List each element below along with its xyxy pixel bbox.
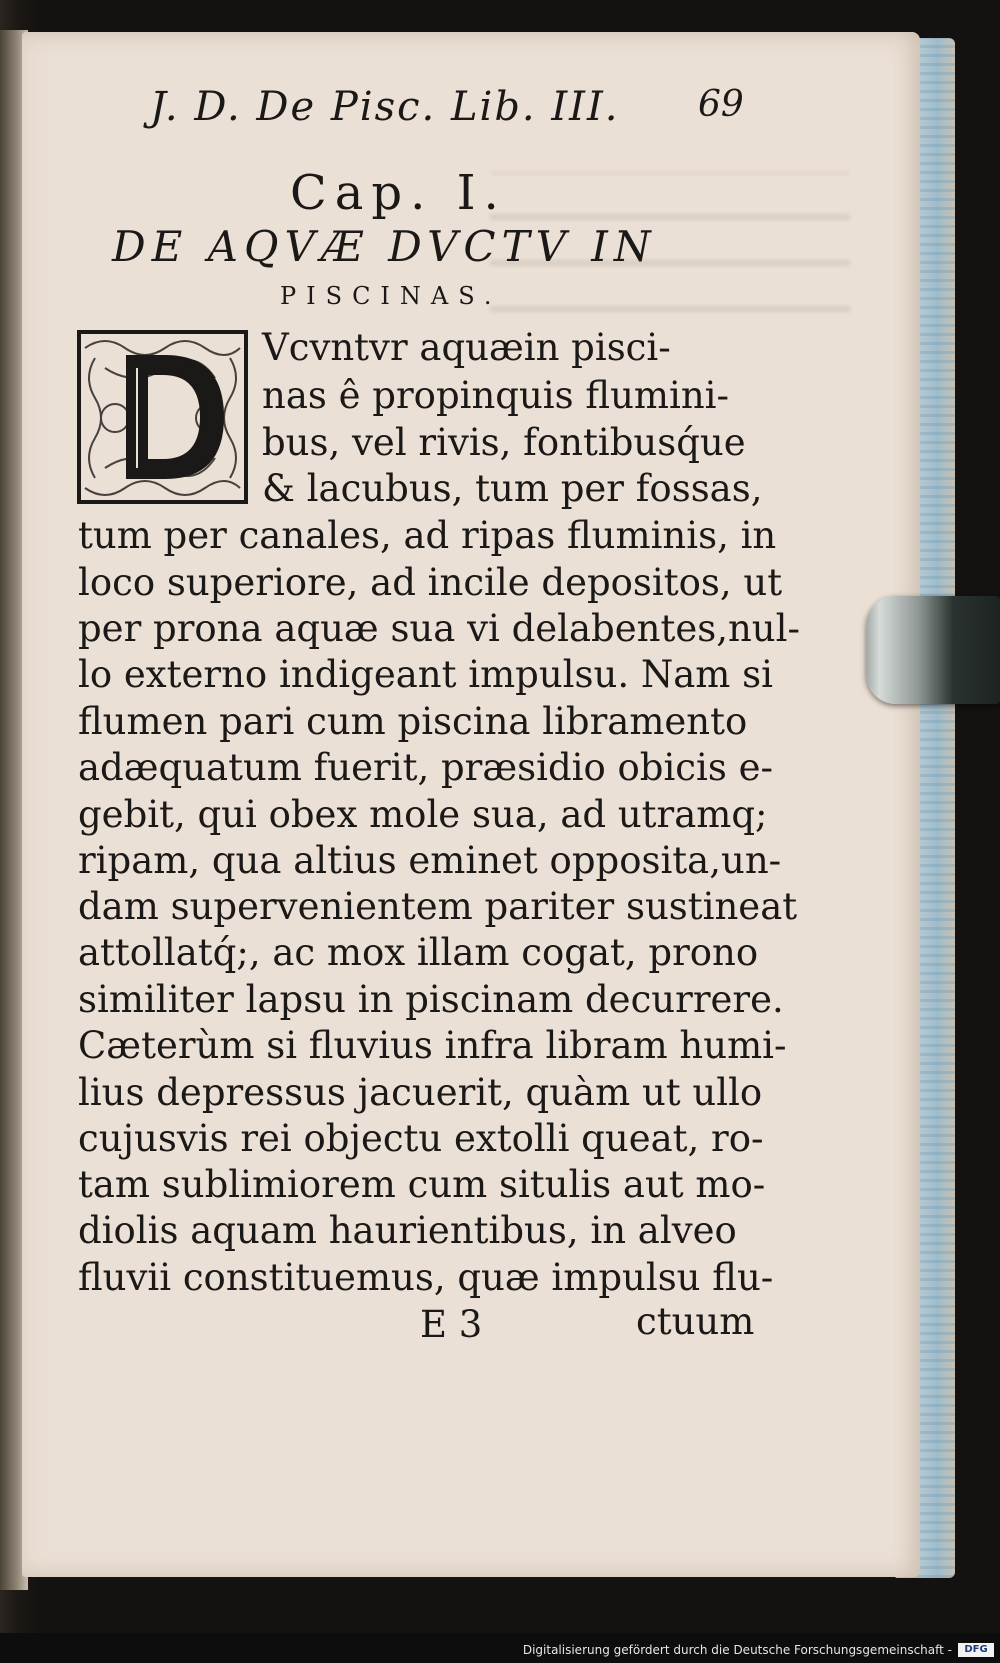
chapter-title-line-2: PISCINAS.: [280, 282, 502, 310]
text-line-19: tam sublimiorem cum situlis aut mo-: [78, 1163, 766, 1206]
text-line-6: loco superiore, ad incile depositos, ut: [78, 561, 783, 604]
chapter-number: Cap. I.: [290, 165, 507, 221]
dfg-logo-icon: DFG: [958, 1643, 994, 1657]
text-line-15: similiter lapsu in piscinam decurrere.: [78, 978, 784, 1021]
text-line-14: attollatq́;, ac mox illam cogat, prono: [78, 931, 759, 974]
text-line-5: tum per canales, ad ripas fluminis, in: [78, 514, 777, 557]
text-line-20: diolis aquam haurientibus, in alveo: [78, 1209, 737, 1252]
text-line-21: fluvii constituemus, quæ impulsu flu-: [78, 1256, 774, 1299]
folio-number: 69: [698, 84, 744, 125]
footer-bar: [0, 1633, 1000, 1663]
text-line-16: Cæterùm si fluvius infra libram humi-: [78, 1024, 787, 1067]
text-line-2: nas ê propinquis flumini-: [262, 374, 729, 417]
text-line-12: ripam, qua altius eminet opposita,un-: [78, 839, 782, 882]
text-line-4: & lacubus, tum per fossas,: [262, 467, 763, 510]
signature-mark: E 3: [420, 1303, 483, 1346]
running-head: J. D. De Pisc. Lib. III.: [150, 84, 620, 130]
catchword: ctuum: [636, 1300, 755, 1343]
text-line-8: lo externo indigeant impulsu. Nam si: [78, 653, 773, 696]
text-line-1: Vcvntvr aquæin pisci-: [262, 326, 671, 369]
decorated-initial-D-icon: [75, 328, 250, 506]
chapter-title-line-1: DE AQVÆ DVCTV IN: [112, 222, 657, 271]
page-holder-clip: [866, 596, 1000, 704]
text-line-9: flumen pari cum piscina libramento: [78, 700, 748, 743]
text-line-3: bus, vel rivis, fontibusq́ue: [262, 421, 746, 464]
text-line-11: gebit, qui obex mole sua, ad utramq;: [78, 793, 768, 836]
text-line-10: adæquatum fuerit, præsidio obicis e-: [78, 746, 773, 789]
text-line-7: per prona aquæ sua vi delabentes,nul-: [78, 607, 800, 650]
footer-credit: Digitalisierung gefördert durch die Deutsche Forschungsgemeinschaft -: [522, 1643, 952, 1657]
text-line-17: lius depressus jacuerit, quàm ut ullo: [78, 1071, 763, 1114]
text-line-18: cujusvis rei objectu extolli queat, ro-: [78, 1117, 764, 1160]
text-line-13: dam supervenientem pariter sustineat: [78, 885, 798, 928]
